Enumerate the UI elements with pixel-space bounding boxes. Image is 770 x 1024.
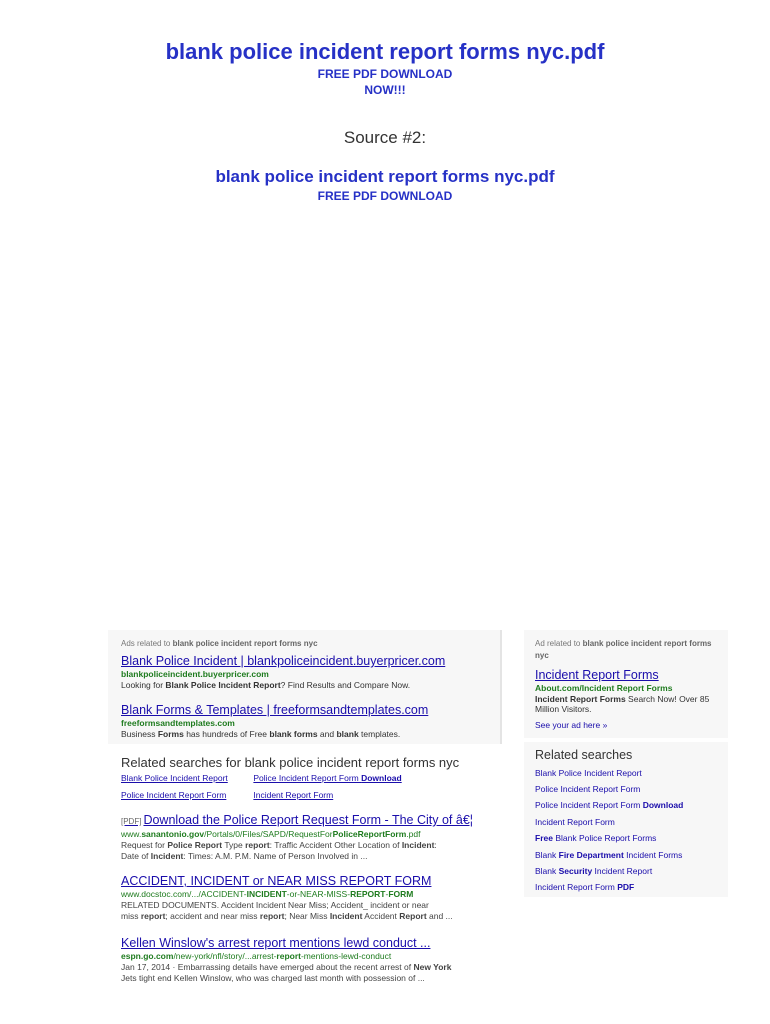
ad-title-link[interactable]: Blank Police Incident | blankpoliceincident.buyerpricer.com <box>121 654 446 668</box>
search-result <box>121 936 501 984</box>
download-label[interactable]: FREE PDF DOWNLOAD <box>317 67 453 81</box>
side-related-link[interactable]: Incident Report Form PDF <box>535 882 635 892</box>
result-url: www.sanantonio.gov/Portals/0/Files/SAPD/RequestForPoliceReportForm.pdf <box>121 829 421 839</box>
search-result <box>121 813 501 862</box>
ad-description: Business Forms has hundreds of Free blank forms and blank templates. <box>121 729 401 739</box>
related-row <box>121 773 501 784</box>
ad-title-link[interactable]: Blank Forms & Templates | freeformsandtemplates.com <box>121 703 429 717</box>
side-related-panel <box>524 742 728 897</box>
side-related-link[interactable]: Blank Security Incident Report <box>535 866 653 876</box>
ads-panel <box>108 630 502 744</box>
side-ad-url: About.com/Incident Report Forms <box>535 683 673 693</box>
result-snippet: Jan 17, 2014 · Embarrassing details have emerged about the recent arrest of New York <box>121 962 452 972</box>
source-label: Source #2: <box>343 128 427 147</box>
source-download-label[interactable]: FREE PDF DOWNLOAD <box>317 189 453 203</box>
side-ad-label: Ad related to blank police incident report forms nyc <box>535 639 712 660</box>
side-related-link[interactable]: Incident Report Form <box>535 817 615 827</box>
result-snippet: RELATED DOCUMENTS. Accident Incident Near Miss; Accident_ incident or near <box>121 900 429 910</box>
result-url: www.docstoc.com/.../ACCIDENT-INCIDENT-or-NEAR-MISS-REPORT-FORM <box>121 889 414 899</box>
result-snippet: Request for Police Report Type report: Traffic Accident Other Location of Incident: <box>121 840 437 850</box>
search-result <box>121 874 501 922</box>
result-title-link[interactable]: ACCIDENT, INCIDENT or NEAR MISS REPORT FORM <box>121 874 432 888</box>
ad-url: blankpoliceincident.buyerpricer.com <box>121 669 269 679</box>
ad-item <box>121 654 496 691</box>
result-snippet: Jets tight end Kellen Winslow, who was charged last month with possession of ... <box>121 973 425 983</box>
download-now-label[interactable]: NOW!!! <box>364 83 406 97</box>
side-ad-panel <box>524 630 728 738</box>
result-title-link[interactable]: Kellen Winslow's arrest report mentions lewd conduct ... <box>121 936 431 950</box>
side-related-link[interactable]: Police Incident Report Form Download <box>535 800 684 810</box>
related-row <box>121 790 501 801</box>
side-related-heading: Related searches <box>535 748 633 762</box>
result-url: espn.go.com/new-york/nfl/story/...arrest-report-mentions-lewd-conduct <box>121 951 392 961</box>
page-title: blank police incident report forms nyc.pdf <box>165 39 605 64</box>
result-title-link[interactable]: [PDF] Download the Police Report Request Form - The City of â€¦ <box>121 813 474 827</box>
side-related-link[interactable]: Blank Fire Department Incident Forms <box>535 850 683 860</box>
ad-item <box>121 703 496 740</box>
ads-label: Ads related to blank police incident report forms nyc <box>121 639 318 648</box>
result-snippet: miss report; accident and near miss report; Near Miss Incident Accident Report and ... <box>121 911 453 921</box>
see-your-ad-link[interactable]: See your ad here » <box>535 720 608 730</box>
ad-url: freeformsandtemplates.com <box>121 718 235 728</box>
related-link[interactable]: Police Incident Report Form <box>121 790 227 800</box>
result-snippet: Date of Incident: Times: A.M. P.M. Name of Person Involved in ... <box>121 851 368 861</box>
related-searches-heading: Related searches for blank police incident report forms nyc <box>121 755 460 770</box>
ad-description: Looking for Blank Police Incident Report? Find Results and Compare Now. <box>121 680 411 690</box>
pdf-tag: [PDF] <box>121 817 142 826</box>
related-link[interactable]: Police Incident Report Form Download <box>253 773 402 783</box>
side-related-link[interactable]: Free Blank Police Report Forms <box>535 833 657 843</box>
related-link[interactable]: Incident Report Form <box>253 790 334 800</box>
side-ad-title-link[interactable]: Incident Report Forms <box>535 668 659 682</box>
side-related-link[interactable]: Police Incident Report Form <box>535 784 641 794</box>
page-header <box>0 38 770 98</box>
related-link[interactable]: Blank Police Incident Report <box>121 773 228 783</box>
source-header <box>0 166 770 204</box>
side-related-link[interactable]: Blank Police Incident Report <box>535 768 642 778</box>
side-ad-description: Incident Report Forms Search Now! Over 85 Million Visitors. <box>535 694 710 714</box>
source-title: blank police incident report forms nyc.pdf <box>215 167 555 186</box>
related-searches <box>121 755 501 801</box>
